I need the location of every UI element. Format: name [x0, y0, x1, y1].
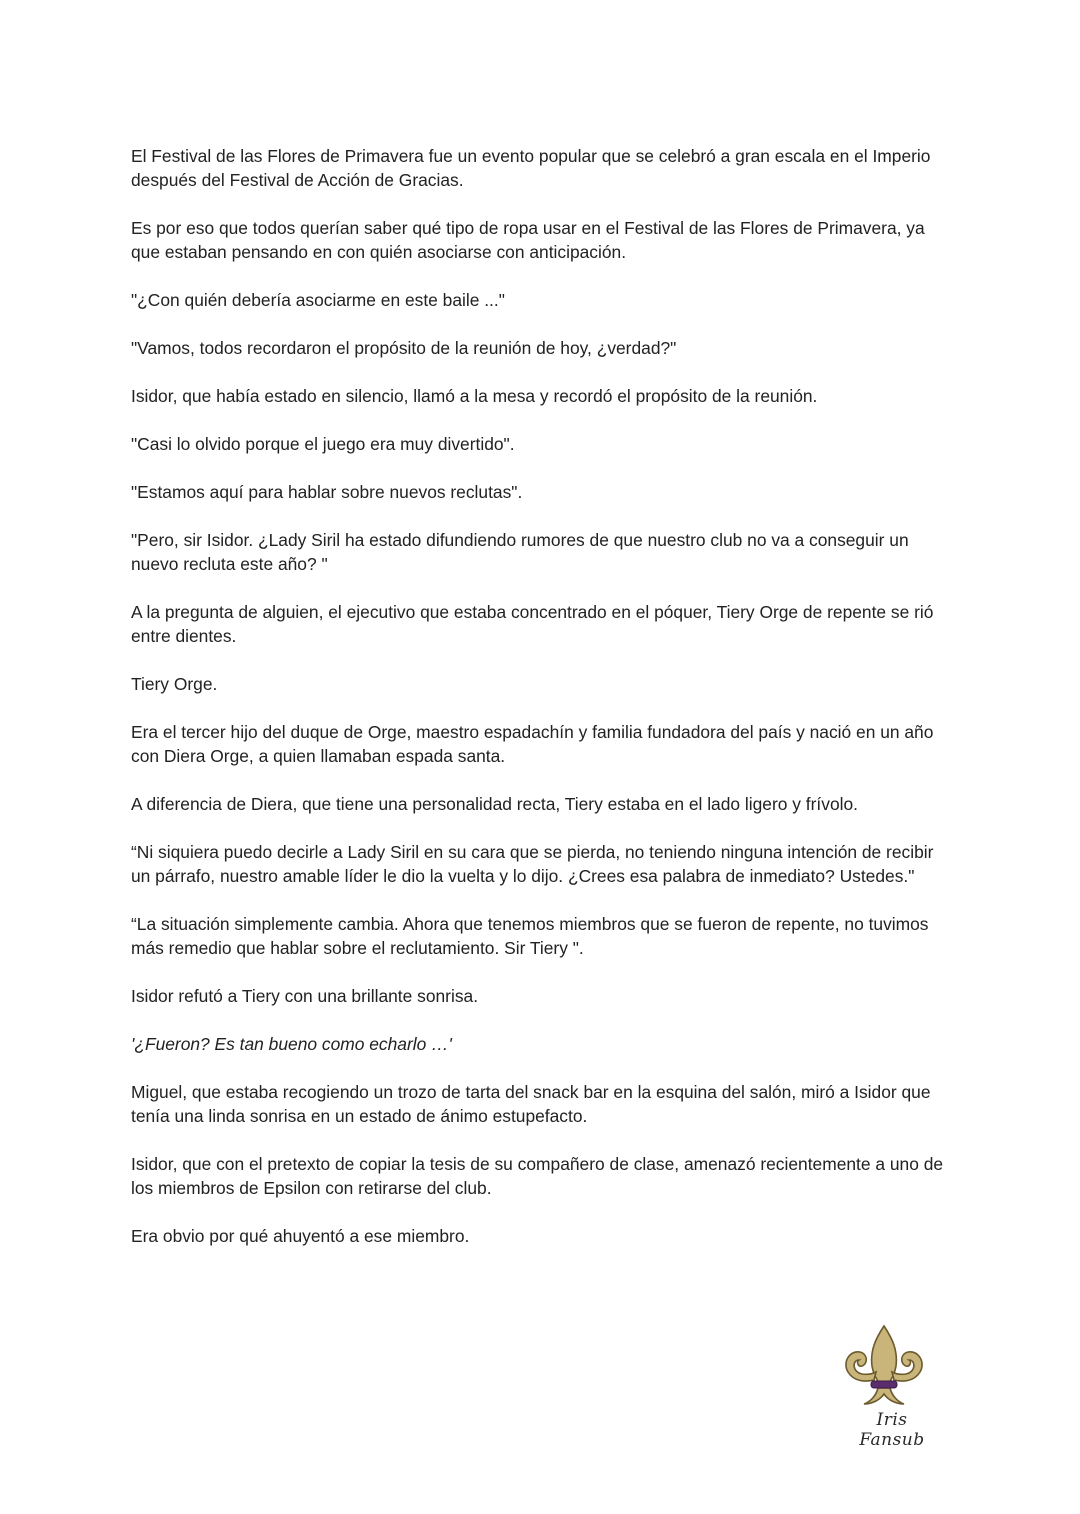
paragraph: Es por eso que todos querían saber qué tipo de ropa usar en el Festival de las Flores de Primavera, ya que estaban pensando en con quién asociarse con anticipación. [131, 218, 925, 262]
paragraph: “Ni siquiera puedo decirle a Lady Siril en su cara que se pierda, no teniendo ninguna intención de recibir un párrafo, nuestro amable líder le dio la vuelta y lo dijo. ¿Crees esa palabra de inmediato? Ustedes." [131, 842, 934, 886]
fleur-de-lis-icon [836, 1322, 932, 1408]
paragraph: Era el tercer hijo del duque de Orge, maestro espadachín y familia fundadora del país y nació en un año con Diera Orge, a quien llamaban espada santa. [131, 722, 934, 766]
paragraph: "Pero, sir Isidor. ¿Lady Siril ha estado difundiendo rumores de que nuestro club no va a conseguir un nuevo recluta este año? " [131, 530, 909, 574]
document-body [131, 144, 951, 1272]
fansub-logo-text: Iris Fansub [859, 1410, 925, 1450]
paragraph: “La situación simplemente cambia. Ahora que tenemos miembros que se fueron de repente, no tuvimos más remedio que hablar sobre el reclutamiento. Sir Tiery ". [131, 914, 929, 958]
paragraph: Isidor, que con el pretexto de copiar la tesis de su compañero de clase, amenazó recientemente a uno de los miembros de Epsilon con retirarse del club. [131, 1154, 944, 1198]
paragraph: "Vamos, todos recordaron el propósito de la reunión de hoy, ¿verdad?" [131, 338, 677, 358]
paragraph: Isidor refutó a Tiery con una brillante sonrisa. [131, 986, 479, 1006]
fansub-logo [832, 1322, 942, 1450]
paragraph: A diferencia de Diera, que tiene una personalidad recta, Tiery estaba en el lado ligero y frívolo. [131, 794, 858, 814]
paragraph: El Festival de las Flores de Primavera fue un evento popular que se celebró a gran escala en el Imperio después del Festival de Acción de Gracias. [131, 146, 931, 190]
paragraph: A la pregunta de alguien, el ejecutivo que estaba concentrado en el póquer, Tiery Orge de repente se rió entre dientes. [131, 602, 934, 646]
paragraph: "¿Con quién debería asociarme en este baile ..." [131, 290, 505, 310]
paragraph: "Estamos aquí para hablar sobre nuevos reclutas". [131, 482, 523, 502]
paragraph: Era obvio por qué ahuyentó a ese miembro. [131, 1226, 470, 1246]
paragraph: Tiery Orge. [131, 674, 218, 694]
paragraph: Miguel, que estaba recogiendo un trozo de tarta del snack bar en la esquina del salón, miró a Isidor que tenía una linda sonrisa en un estado de ánimo estupefacto. [131, 1082, 931, 1126]
paragraph-italic-thought: '¿Fueron? Es tan bueno como echarlo …' [131, 1034, 452, 1054]
paragraph: Isidor, que había estado en silencio, llamó a la mesa y recordó el propósito de la reunión. [131, 386, 818, 406]
paragraph: "Casi lo olvido porque el juego era muy divertido". [131, 434, 515, 454]
